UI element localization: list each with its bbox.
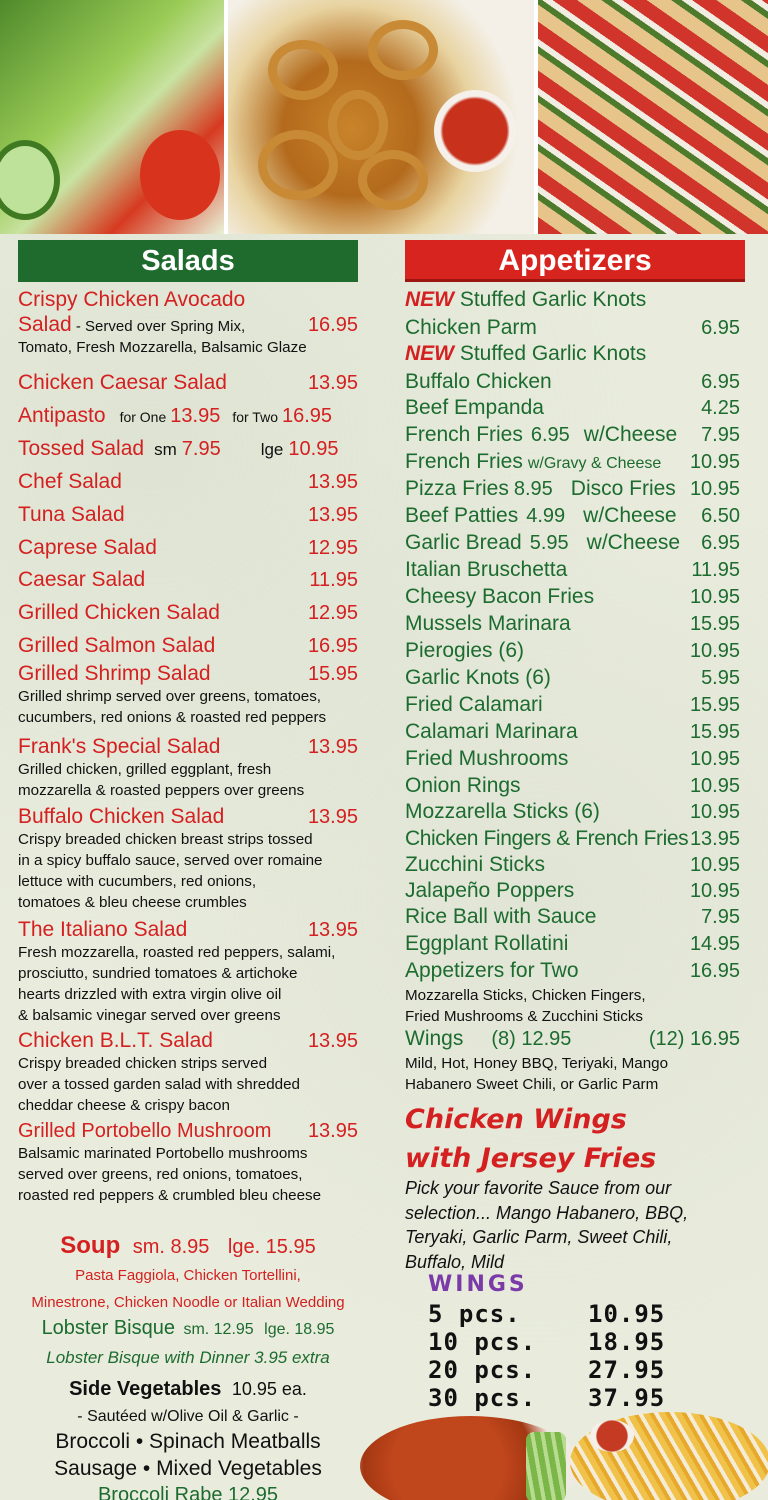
item-price: 7.95 [701, 906, 740, 928]
item-desc: & balsamic vinegar served over greens [18, 1007, 281, 1024]
wings-header: WINGS [428, 1272, 528, 1297]
item-price: 13.95 [307, 504, 358, 526]
soup-sm-price: sm. 8.95 [132, 1236, 210, 1258]
soup-list: Pasta Faggiola, Chicken Tortellini, [75, 1267, 301, 1284]
size-label: lge [260, 440, 284, 459]
item-name: Chicken B.L.T. Salad [18, 1029, 213, 1052]
calamari-photo [228, 0, 534, 234]
item-price: 10.95 [689, 748, 740, 770]
wings-fries-photo [360, 1412, 768, 1500]
item-price: 13.95 [307, 806, 358, 828]
option-label: for One [119, 409, 167, 425]
item-price: 6.95 [701, 532, 740, 554]
item-name: Grilled Salmon Salad [18, 634, 216, 657]
item-price: 10.95 [689, 478, 740, 500]
item-price: 16.95 [689, 960, 740, 982]
item-alt: w/Cheese [583, 504, 677, 527]
wings-price: 27.95 [588, 1356, 666, 1384]
item-name: Fried Mushrooms [405, 747, 569, 770]
option-label: for Two [232, 409, 278, 425]
item-price: 10.95 [689, 775, 740, 797]
item-price: (8) 12.95 [491, 1028, 572, 1050]
item-name: Cheesy Bacon Fries [405, 585, 595, 608]
item-desc: served over greens, red onions, tomatoes, [18, 1166, 303, 1183]
menu-item [405, 720, 740, 744]
item-price: 15.95 [689, 694, 740, 716]
cucumber-shape [0, 140, 60, 220]
item-name: Grilled Shrimp Salad [18, 662, 211, 685]
menu-item [405, 747, 740, 771]
salads-section [18, 240, 358, 282]
item-desc: Mild, Hot, Honey BBQ, Teriyaki, Mango [405, 1055, 669, 1072]
item-desc: Crispy breaded chicken breast strips tossed [18, 831, 313, 848]
calamari-ring [328, 90, 388, 160]
item-price: 4.25 [701, 397, 740, 419]
menu-item [405, 450, 740, 474]
menu-item [18, 503, 358, 527]
item-alt: w/Cheese [586, 531, 681, 554]
option-price: 16.95 [281, 405, 333, 427]
item-price: 16.95 [307, 635, 358, 657]
item-name: Chef Salad [18, 470, 122, 493]
item-desc: over a tossed garden salad with shredded [18, 1076, 300, 1093]
wings-row [428, 1328, 665, 1356]
menu-item [405, 800, 740, 824]
menu-item [18, 805, 358, 913]
item-price: 15.95 [689, 613, 740, 635]
item-price: 7.95 [701, 424, 740, 446]
menu-item [405, 477, 740, 501]
item-price: 15.95 [307, 663, 358, 685]
wings-qty: 5 pcs. [428, 1300, 521, 1328]
item-price: 10.95 [689, 586, 740, 608]
appetizers-section [405, 240, 745, 282]
item-title: Stuffed Garlic Knots [459, 342, 647, 365]
item-price: 10.95 [689, 451, 740, 473]
item-alt: w/Gravy & Cheese [527, 455, 662, 472]
item-name: Chicken Parm [405, 316, 537, 339]
lobster-note: Lobster Bisque with Dinner 3.95 extra [46, 1348, 330, 1367]
item-name: Beef Empanda [405, 396, 544, 419]
wings-row [428, 1300, 665, 1328]
menu-item [405, 666, 740, 690]
item-desc: Tomato, Fresh Mozzarella, Balsamic Glaze [18, 339, 307, 356]
tomato-shape [140, 130, 220, 220]
menu-item [405, 905, 740, 929]
item-price: 6.50 [701, 505, 740, 527]
menu-item [18, 735, 358, 801]
calamari-ring [268, 40, 338, 100]
wings-qty: 20 pcs. [428, 1356, 537, 1384]
item-price: 6.95 [530, 424, 570, 446]
size-price: 7.95 [181, 438, 221, 460]
item-desc: cheddar cheese & crispy bacon [18, 1097, 230, 1114]
option-price: 13.95 [170, 405, 221, 427]
menu-item [405, 693, 740, 717]
menu-item [18, 1029, 358, 1116]
wings-row [428, 1356, 665, 1384]
menu-item [405, 639, 740, 663]
item-desc: Crispy breaded chicken strips served [18, 1055, 268, 1072]
item-desc: hearts drizzled with extra virgin olive oil [18, 986, 282, 1003]
menu-item [18, 404, 358, 428]
menu-item [405, 774, 740, 798]
item-price: 10.95 [689, 801, 740, 823]
item-name: Grilled Portobello Mushroom [18, 1120, 272, 1142]
item-name: Tuna Salad [18, 503, 125, 526]
item-desc: Fresh mozzarella, roasted red peppers, salami, [18, 944, 336, 961]
menu-item [18, 1120, 358, 1206]
item-name: Chicken Caesar Salad [18, 371, 227, 394]
item-name: Garlic Knots (6) [405, 666, 551, 689]
item-name: Caesar Salad [18, 568, 146, 591]
item-name: Grilled Chicken Salad [18, 601, 220, 624]
item-price: 5.95 [701, 667, 740, 689]
wings-promo-desc: Pick your favorite Sauce from our selection... Mango Habanero, BBQ, Teryaki, Garlic Parm, Sweet Chili, Buffalo, Mild [405, 1178, 689, 1272]
item-price: 15.95 [689, 721, 740, 743]
item-alt: Disco Fries [570, 477, 676, 500]
item-price: 13.95 [307, 919, 358, 941]
item-desc: in a spicy buffalo sauce, served over romaine [18, 852, 323, 869]
item-name: French Fries [405, 423, 523, 446]
menu-item [405, 423, 740, 447]
menu-item [405, 396, 740, 420]
sides-line: Sausage • Mixed Vegetables [54, 1457, 322, 1480]
wings-promo-title [405, 1100, 656, 1178]
item-name: Buffalo Chicken Salad [18, 805, 225, 828]
wings-price-table [428, 1300, 665, 1412]
item-desc: cucumbers, red onions & roasted red peppers [18, 709, 327, 726]
item-name: Crispy Chicken Avocado [18, 288, 246, 311]
calamari-ring [368, 20, 438, 80]
item-desc: Mozzarella Sticks, Chicken Fingers, [405, 987, 646, 1004]
soup-section [18, 1232, 358, 1500]
menu-item [18, 470, 358, 494]
wings-row [428, 1384, 665, 1412]
menu-item [405, 342, 740, 394]
menu-item [18, 568, 358, 592]
menu-item [18, 601, 358, 625]
item-price: 5.95 [529, 532, 569, 554]
wings-price: 18.95 [588, 1328, 666, 1356]
sides-title: Side Vegetables [69, 1378, 222, 1400]
soup-list: Minestrone, Chicken Noodle or Italian Wedding [31, 1294, 345, 1311]
item-name: Mussels Marinara [405, 612, 571, 635]
item-price: 10.95 [689, 640, 740, 662]
celery-shape [526, 1432, 566, 1500]
item-name: Tossed Salad [18, 437, 145, 460]
menu-item [18, 288, 358, 358]
item-desc: prosciutto, sundried tomatoes & artichoke [18, 965, 298, 982]
menu-item [405, 585, 740, 609]
sides-line: Broccoli • Spinach Meatballs [55, 1430, 321, 1453]
item-price: 16.95 [307, 314, 358, 336]
new-badge: NEW [405, 288, 454, 311]
wings-price: 37.95 [588, 1384, 666, 1412]
item-price: 10.95 [689, 880, 740, 902]
lobster-bisque: Lobster Bisque [41, 1317, 175, 1339]
menu-item [405, 558, 740, 582]
calamari-ring [358, 150, 428, 210]
wings-title-line: with Jersey Fries [405, 1143, 657, 1174]
item-name: Onion Rings [405, 774, 521, 797]
menu-item [18, 918, 358, 1026]
item-name: Jalapeño Poppers [405, 879, 575, 902]
item-name: Pierogies (6) [405, 639, 525, 662]
item-desc: Fried Mushrooms & Zucchini Sticks [405, 1008, 644, 1025]
item-name: Zucchini Sticks [405, 853, 546, 876]
item-name: Chicken Fingers & French Fries [405, 827, 689, 850]
item-name: Eggplant Rollatini [405, 932, 569, 955]
menu-item [405, 612, 740, 636]
item-name: Pizza Fries [405, 477, 509, 500]
ketchup-cup [590, 1420, 634, 1452]
item-name: Mozzarella Sticks (6) [405, 800, 600, 823]
item-inline-desc: - Served over Spring Mix, [71, 318, 246, 335]
item-desc: mozzarella & roasted peppers over greens [18, 782, 305, 799]
salad-photo [0, 0, 224, 234]
menu-item [405, 853, 740, 877]
sides-prep: - Sautéed w/Olive Oil & Garlic - [77, 1408, 299, 1425]
size-label: sm [154, 440, 177, 459]
menu-item [405, 504, 740, 528]
item-price: 13.95 [307, 1030, 358, 1052]
item-price: 6.95 [701, 371, 740, 393]
menu-item [405, 932, 740, 956]
menu-item [18, 634, 358, 658]
item-price: 11.95 [691, 559, 740, 581]
calamari-ring [258, 130, 338, 200]
item-desc: roasted red peppers & crumbled bleu cheese [18, 1187, 322, 1204]
item-desc: Grilled shrimp served over greens, tomatoes, [18, 688, 322, 705]
item-name: Calamari Marinara [405, 720, 578, 743]
item-name: Appetizers for Two [405, 959, 579, 982]
item-name: Fried Calamari [405, 693, 543, 716]
menu-item [18, 371, 358, 395]
item-name: Antipasto [18, 404, 106, 427]
broccoli-rabe: Broccoli Rabe 12.95 [97, 1484, 279, 1500]
item-desc: Habanero Sweet Chili, or Garlic Parm [405, 1076, 659, 1093]
lobster-sm-price: sm. 12.95 [183, 1321, 254, 1338]
item-name: Caprese Salad [18, 536, 157, 559]
item-desc: lettuce with cucumbers, red onions, [18, 873, 257, 890]
item-price: 14.95 [689, 933, 740, 955]
item-price: 8.95 [513, 478, 553, 500]
item-name: Italian Bruschetta [405, 558, 568, 581]
item-desc: tomatoes & bleu cheese crumbles [18, 894, 247, 911]
item-price: 13.95 [307, 372, 358, 394]
item-price: (12) 16.95 [648, 1028, 740, 1050]
size-price: 10.95 [288, 438, 339, 460]
wings-price: 10.95 [588, 1300, 666, 1328]
item-name: Salad [18, 313, 72, 336]
item-name: Buffalo Chicken [405, 370, 552, 393]
menu-item [405, 959, 740, 1027]
item-name: French Fries [405, 450, 523, 473]
item-price: 11.95 [309, 569, 358, 591]
new-badge: NEW [405, 342, 454, 365]
item-price: 12.95 [307, 537, 358, 559]
item-name: Garlic Bread [405, 531, 522, 554]
item-name: Wings [405, 1027, 464, 1050]
menu-item [405, 288, 740, 340]
menu-item [405, 827, 740, 851]
menu-item [18, 536, 358, 560]
item-price: 10.95 [689, 854, 740, 876]
item-name: Rice Ball with Sauce [405, 905, 597, 928]
item-price: 13.95 [689, 828, 740, 850]
item-price: 13.95 [307, 1120, 358, 1142]
soup-lg-price: lge. 15.95 [227, 1236, 316, 1258]
bruschetta-photo [538, 0, 768, 234]
item-title: Stuffed Garlic Knots [459, 288, 647, 311]
appetizers-header: Appetizers [405, 240, 745, 282]
item-alt: w/Cheese [583, 423, 678, 446]
item-name: The Italiano Salad [18, 918, 188, 941]
menu-item [18, 437, 358, 461]
wings-qty: 10 pcs. [428, 1328, 537, 1356]
menu-item [405, 879, 740, 903]
wings-title-line: Chicken Wings [405, 1104, 627, 1135]
menu-item [405, 1027, 740, 1095]
item-desc: Balsamic marinated Portobello mushrooms [18, 1145, 308, 1162]
menu-item [405, 531, 740, 555]
wings-qty: 30 pcs. [428, 1384, 537, 1412]
photo-strip [0, 0, 768, 234]
item-price: 13.95 [307, 736, 358, 758]
soup-title: Soup [60, 1232, 121, 1259]
menu-item [18, 662, 358, 728]
item-name: Frank's Special Salad [18, 735, 221, 758]
lobster-lg-price: lge. 18.95 [264, 1321, 335, 1338]
item-price: 12.95 [307, 602, 358, 624]
item-price: 6.95 [701, 317, 740, 339]
marinara-cup [434, 90, 516, 172]
item-price: 4.99 [526, 505, 566, 527]
salads-header: Salads [18, 240, 358, 282]
item-desc: Grilled chicken, grilled eggplant, fresh [18, 761, 272, 778]
sides-price: 10.95 ea. [231, 1379, 307, 1399]
item-price: 13.95 [307, 471, 358, 493]
item-name: Beef Patties [405, 504, 519, 527]
